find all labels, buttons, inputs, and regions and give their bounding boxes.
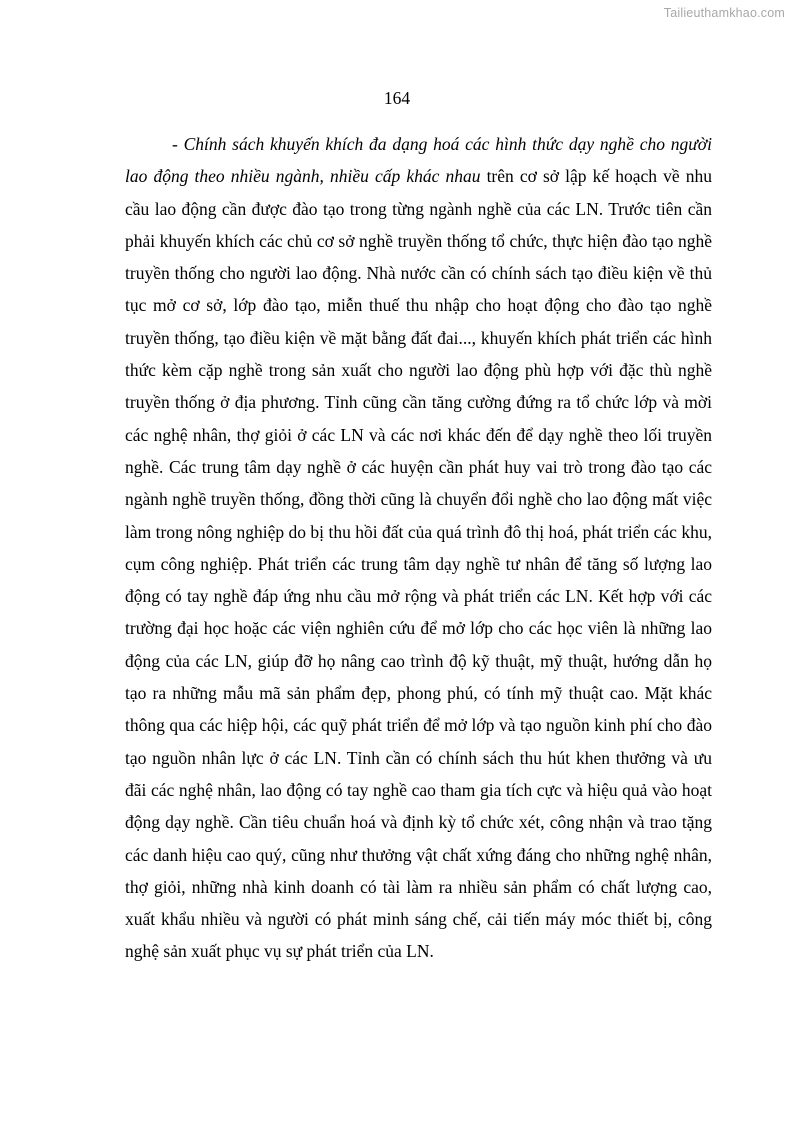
paragraph-body-text: trên cơ sở lập kế hoạch về nhu cầu lao động cần được đào tạo trong từng ngành nghề của các LN. Trước tiên cần phải khuyến khích các chủ cơ sở nghề truyền thống tổ chức, thực hiện đào tạo nghề truyền thống cho người lao động. Nhà nước cần có chính sách tạo điều kiện về thủ tục mở cơ sở, lớp đào tạo, miễn thuế thu nhập cho hoạt động cho đào tạo nghề truyền thống, tạo điều kiện về mặt bằng đất đai..., khuyến khích phát triển các hình thức kèm cặp nghề trong sản xuất cho người lao động phù hợp với đặc thù nghề truyền thống ở địa phương. Tỉnh cũng cần tăng cường đứng ra tổ chức lớp và mời các nghệ nhân, thợ giỏi ở các LN và các nơi khác đến để dạy nghề theo lối truyền nghề. Các trung tâm dạy nghề ở các huyện cần phát huy vai trò trong đào tạo các ngành nghề truyền thống, đồng thời cũng là chuyển đổi nghề cho lao động mất việc làm trong nông nghiệp do bị thu hồi đất của quá trình đô thị hoá, phát triển các khu, cụm công nghiệp. Phát triển các trung tâm dạy nghề tư nhân để tăng số lượng lao động có tay nghề đáp ứng nhu cầu mở rộng và phát triển các LN. Kết hợp với các trường đại học hoặc các viện nghiên cứu để mở lớp cho các học viên là những lao động của các LN, giúp đỡ họ nâng cao trình độ kỹ thuật, mỹ thuật, hướng dẫn họ tạo ra những mẫu mã sản phẩm đẹp, phong phú, có tính mỹ thuật cao. Mặt khác thông qua các hiệp hội, các quỹ phát triển để mở lớp và tạo nguồn kinh phí cho đào tạo nguồn nhân lực ở các LN. Tỉnh cần có chính sách thu hút khen thưởng và ưu đãi các nghệ nhân, lao động có tay nghề cao tham gia tích cực và hiệu quả vào hoạt động dạy nghề. Cần tiêu chuẩn hoá và định kỳ tổ chức xét, công nhận và trao tặng các danh hiệu cao quý, cũng như thưởng vật chất xứng đáng cho những nghệ nhân, thợ giỏi, những nhà kinh doanh có tài làm ra nhiều sản phẩm có chất lượng cao, xuất khẩu nhiều và người có phát minh sáng chế, cải tiến máy móc thiết bị, công nghệ sản xuất phục vụ sự phát triển của LN. bbox=[125, 166, 712, 962]
page-number: 164 bbox=[383, 88, 411, 108]
watermark-text: Tailieuthamkhao.com bbox=[663, 6, 785, 20]
italic-lead-text: - Chính sách khuyến khích đa dạng hoá các hình thức dạy nghề cho người lao động theo nhiều ngành, nhiều cấp khác nhau bbox=[125, 134, 712, 187]
body-paragraph bbox=[125, 128, 712, 968]
